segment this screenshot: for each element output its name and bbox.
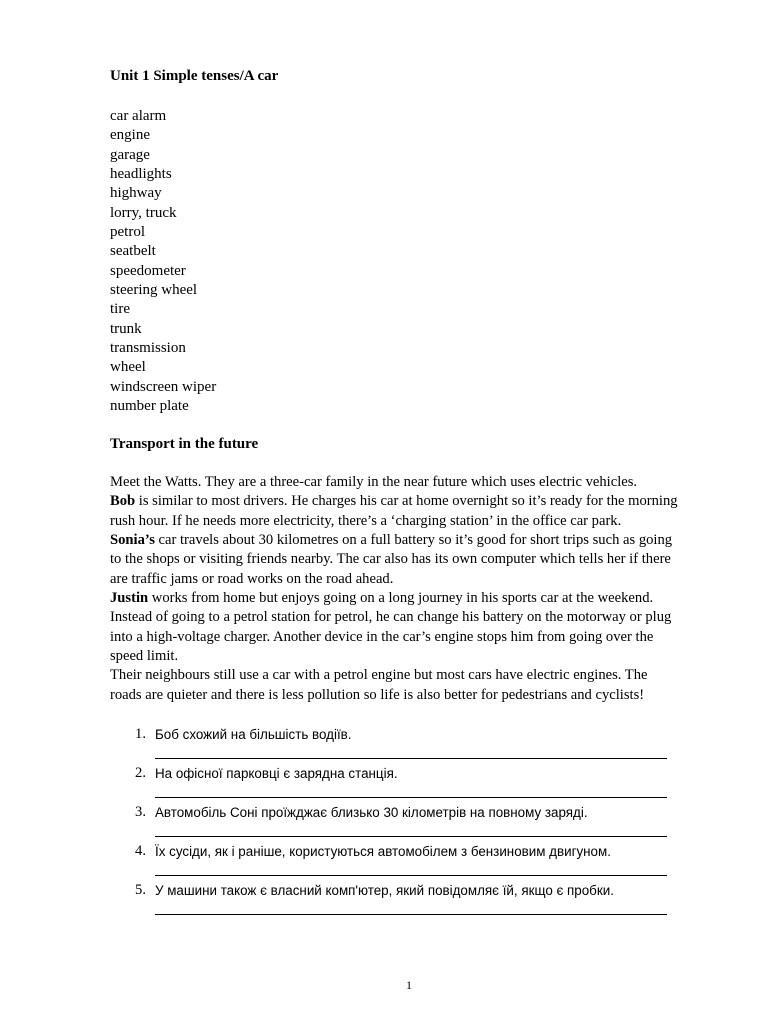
answer-blank[interactable] — [155, 797, 667, 798]
reading-line — [110, 531, 720, 550]
item-prompt: Боб схожий на більшість водіїв. — [155, 727, 352, 742]
item-number: 5. — [135, 882, 146, 898]
answer-blank[interactable] — [155, 836, 667, 837]
reading-line: rush hour. If he needs more electricity, there’s a ‘charging station’ in the office car park. — [110, 512, 622, 529]
answer-blank[interactable] — [155, 914, 667, 915]
reading-line: to the shops or visiting friends nearby. The car also has its own computer which tells her if there — [110, 551, 671, 568]
character-name-bob: Bob — [110, 493, 136, 510]
exercise-item — [0, 842, 768, 881]
reading-line: are traffic jams or road works on the road ahead. — [110, 570, 394, 587]
vocab-item: speedometer — [110, 262, 186, 279]
vocab-item: seatbelt — [110, 243, 156, 260]
reading-line — [110, 589, 720, 608]
answer-blank[interactable] — [155, 758, 667, 759]
vocab-item: highway — [110, 185, 162, 202]
translation-exercise — [0, 725, 768, 920]
exercise-item — [0, 725, 768, 764]
reading-span: car travels about 30 kilometres on a full battery so it’s good for short trips such as going — [154, 532, 673, 549]
vocab-item: trunk — [110, 320, 142, 337]
reading-line: Their neighbours still use a car with a petrol engine but most cars have electric engines. The — [110, 667, 648, 684]
reading-span: works from home but enjoys going on a long journey in his sports car at the weekend. — [148, 590, 654, 607]
vocab-item: windscreen wiper — [110, 378, 217, 395]
vocab-item: number plate — [110, 398, 189, 415]
section-title: Transport in the future — [110, 436, 259, 452]
item-number: 3. — [135, 804, 146, 820]
item-prompt: На офісної парковці є зарядна станція. — [155, 766, 398, 781]
vocab-item: lorry, truck — [110, 204, 177, 221]
item-prompt: У машини також є власний комп'ютер, який повідомляє їй, якщо є пробки. — [155, 883, 614, 898]
vocab-item: headlights — [110, 166, 172, 183]
answer-blank[interactable] — [155, 875, 667, 876]
item-number: 1. — [135, 726, 146, 742]
vocab-item: petrol — [110, 224, 145, 241]
vocab-item: engine — [110, 127, 150, 144]
vocab-item: wheel — [110, 359, 146, 376]
reading-line — [110, 492, 720, 511]
item-prompt: Їх сусіди, як і раніше, користуються автомобілем з бензиновим двигуном. — [155, 844, 611, 859]
vocab-item: steering wheel — [110, 282, 198, 299]
vocabulary-list — [110, 107, 216, 417]
vocab-item: car alarm — [110, 108, 167, 124]
exercise-item — [0, 881, 768, 920]
reading-text — [110, 473, 720, 705]
vocab-item: garage — [110, 146, 150, 163]
vocab-item: tire — [110, 301, 130, 318]
reading-span: is similar to most drivers. He charges his car at home overnight so it’s ready for the morning — [135, 493, 678, 510]
exercise-item — [0, 803, 768, 842]
reading-line: Meet the Watts. They are a three-car family in the near future which uses electric vehicles. — [110, 474, 638, 490]
reading-line: into a high-voltage charger. Another device in the car’s engine stops him from going over the — [110, 628, 654, 645]
character-name-justin: Justin — [110, 590, 149, 607]
character-name-sonia: Sonia’s — [110, 532, 155, 549]
vocab-item: transmission — [110, 340, 186, 357]
page-number: 1 — [406, 978, 412, 992]
reading-line: speed limit. — [110, 648, 179, 665]
exercise-item — [0, 764, 768, 803]
item-number: 4. — [135, 843, 146, 859]
item-number: 2. — [135, 765, 146, 781]
reading-line: Instead of going to a petrol station for petrol, he can change his battery on the motorway or plug — [110, 609, 672, 626]
reading-line: roads are quieter and there is less pollution so life is also better for pedestrians and cyclists! — [110, 686, 645, 703]
item-prompt: Автомобіль Соні проїжджає близько 30 кілометрів на повному заряді. — [155, 805, 588, 820]
unit-title: Unit 1 Simple tenses/A car — [110, 68, 279, 84]
